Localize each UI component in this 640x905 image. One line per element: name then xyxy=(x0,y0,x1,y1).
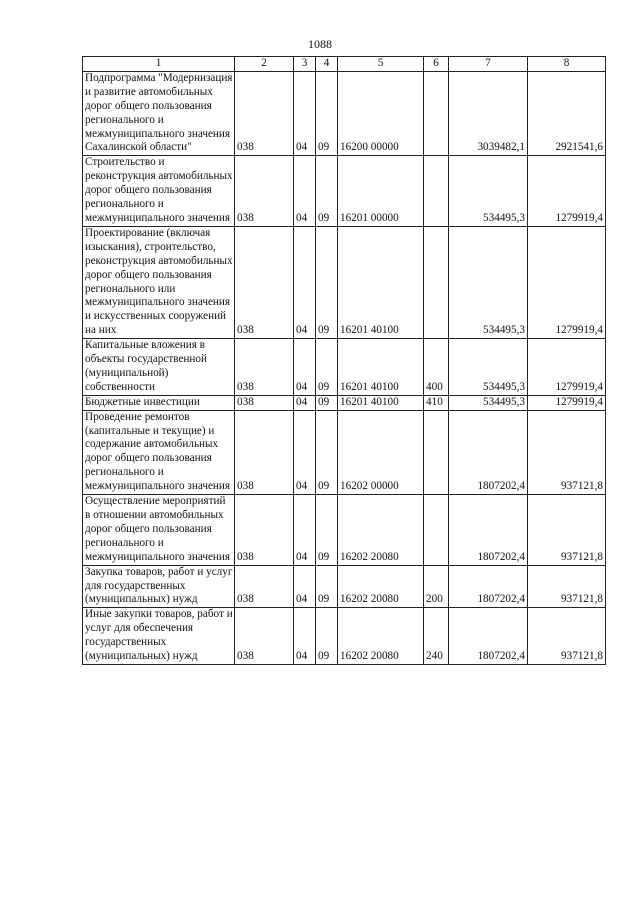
row-amount-col8: 937121,8 xyxy=(528,608,606,665)
row-name: Иные закупки товаров, работ и услуг для обеспечения государственных (муниципальных) нужд xyxy=(83,608,235,665)
row-amount-col8: 937121,8 xyxy=(528,495,606,566)
row-subsection: 09 xyxy=(316,565,338,608)
row-amount-col8: 2921541,6 xyxy=(528,71,606,155)
row-amount-col7: 1807202,4 xyxy=(449,565,528,608)
row-subsection: 09 xyxy=(316,495,338,566)
header-cell: 1 xyxy=(83,57,235,72)
table-row xyxy=(83,156,606,227)
row-section: 04 xyxy=(294,156,316,227)
row-admin-code: 038 xyxy=(235,339,294,396)
row-section: 04 xyxy=(294,608,316,665)
row-admin-code: 038 xyxy=(235,71,294,155)
row-admin-code: 038 xyxy=(235,565,294,608)
table-body xyxy=(83,71,606,664)
table-row xyxy=(83,565,606,608)
row-target-article: 16201 40100 xyxy=(338,339,424,396)
row-target-article: 16202 20080 xyxy=(338,565,424,608)
row-amount-col7: 1807202,4 xyxy=(449,495,528,566)
row-expense-type: 200 xyxy=(424,565,449,608)
row-target-article: 16200 00000 xyxy=(338,71,424,155)
row-admin-code: 038 xyxy=(235,156,294,227)
budget-table xyxy=(82,56,606,665)
header-cell: 8 xyxy=(528,57,606,72)
row-name: Закупка товаров, работ и услуг для государственных (муниципальных) нужд xyxy=(83,565,235,608)
table-row xyxy=(83,410,606,494)
header-cell: 6 xyxy=(424,57,449,72)
row-amount-col7: 3039482,1 xyxy=(449,71,528,155)
row-expense-type xyxy=(424,156,449,227)
row-subsection: 09 xyxy=(316,71,338,155)
row-section: 04 xyxy=(294,339,316,396)
row-expense-type: 400 xyxy=(424,339,449,396)
row-name: Осуществление мероприятий в отношении автомобильных дорог общего пользования регионального и межмуниципального значения xyxy=(83,495,235,566)
table-row xyxy=(83,395,606,410)
page-number: 1088 xyxy=(308,37,332,51)
row-amount-col8: 1279919,4 xyxy=(528,226,606,338)
table-row xyxy=(83,339,606,396)
header-cell: 5 xyxy=(338,57,424,72)
row-name: Проведение ремонтов (капитальные и текущие) и содержание автомобильных дорог общего пользования регионального и межмуниципального значения xyxy=(83,410,235,494)
row-expense-type xyxy=(424,495,449,566)
row-subsection: 09 xyxy=(316,226,338,338)
row-target-article: 16201 40100 xyxy=(338,226,424,338)
row-name: Капитальные вложения в объекты государственной (муниципальной) собственности xyxy=(83,339,235,396)
row-amount-col8: 937121,8 xyxy=(528,565,606,608)
row-target-article: 16202 00000 xyxy=(338,410,424,494)
row-expense-type xyxy=(424,410,449,494)
header-row xyxy=(83,57,606,72)
row-section: 04 xyxy=(294,565,316,608)
row-section: 04 xyxy=(294,71,316,155)
row-amount-col7: 534495,3 xyxy=(449,226,528,338)
row-subsection: 09 xyxy=(316,339,338,396)
row-name: Проектирование (включая изыскания), строительство, реконструкция автомобильных дорог общего пользования регионального или межмуниципального значения и искусственных сооружений на них xyxy=(83,226,235,338)
row-expense-type: 240 xyxy=(424,608,449,665)
row-admin-code: 038 xyxy=(235,395,294,410)
table-row xyxy=(83,226,606,338)
row-subsection: 09 xyxy=(316,156,338,227)
row-amount-col7: 534495,3 xyxy=(449,156,528,227)
row-amount-col8: 1279919,4 xyxy=(528,395,606,410)
row-target-article: 16202 20080 xyxy=(338,495,424,566)
header-cell: 3 xyxy=(294,57,316,72)
row-amount-col7: 534495,3 xyxy=(449,339,528,396)
row-admin-code: 038 xyxy=(235,608,294,665)
row-section: 04 xyxy=(294,395,316,410)
row-target-article: 16201 00000 xyxy=(338,156,424,227)
row-expense-type xyxy=(424,71,449,155)
header-cell: 7 xyxy=(449,57,528,72)
table-row xyxy=(83,71,606,155)
row-target-article: 16202 20080 xyxy=(338,608,424,665)
row-amount-col7: 534495,3 xyxy=(449,395,528,410)
header-cell: 2 xyxy=(235,57,294,72)
row-amount-col8: 937121,8 xyxy=(528,410,606,494)
row-section: 04 xyxy=(294,226,316,338)
row-amount-col7: 1807202,4 xyxy=(449,608,528,665)
row-admin-code: 038 xyxy=(235,410,294,494)
row-section: 04 xyxy=(294,495,316,566)
row-expense-type xyxy=(424,226,449,338)
row-section: 04 xyxy=(294,410,316,494)
row-subsection: 09 xyxy=(316,608,338,665)
row-target-article: 16201 40100 xyxy=(338,395,424,410)
row-subsection: 09 xyxy=(316,395,338,410)
row-expense-type: 410 xyxy=(424,395,449,410)
row-admin-code: 038 xyxy=(235,226,294,338)
row-name: Бюджетные инвестиции xyxy=(83,395,235,410)
row-name: Подпрограмма "Модернизация и развитие автомобильных дорог общего пользования регионального и межмуниципального значения Сахалинской области" xyxy=(83,71,235,155)
table-row xyxy=(83,608,606,665)
row-amount-col7: 1807202,4 xyxy=(449,410,528,494)
row-admin-code: 038 xyxy=(235,495,294,566)
row-subsection: 09 xyxy=(316,410,338,494)
row-amount-col8: 1279919,4 xyxy=(528,156,606,227)
row-amount-col8: 1279919,4 xyxy=(528,339,606,396)
header-cell: 4 xyxy=(316,57,338,72)
table-row xyxy=(83,495,606,566)
row-name: Строительство и реконструкция автомобильных дорог общего пользования регионального и межмуниципального значения xyxy=(83,156,235,227)
